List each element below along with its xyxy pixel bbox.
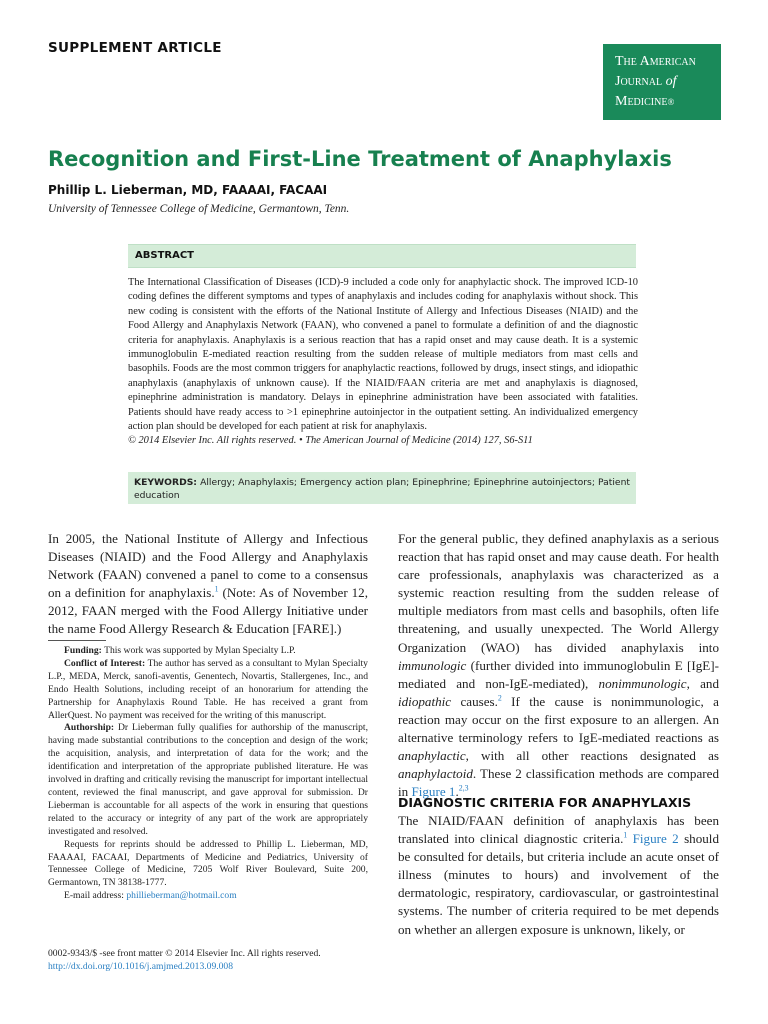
- figure-1-link[interactable]: Figure 1: [411, 784, 456, 800]
- abstract-copyright: © 2014 Elsevier Inc. All rights reserved. • The American Journal of Medicine (2014) 127, S6-S11: [128, 435, 533, 447]
- journal-logo-line1: The American: [615, 54, 696, 69]
- author-name: Phillip L. Lieberman, MD, FAAAAI, FACAAI: [48, 183, 328, 197]
- funding-note: Funding: This work was supported by Mylan Specialty L.P.: [64, 645, 296, 656]
- abstract-heading: ABSTRACT: [128, 244, 636, 268]
- issn-block: [48, 947, 388, 973]
- left-intro-paragraph: In 2005, the National Institute of Allergy and Infectious Diseases (NIAID) and the Food Allergy and Anaphylaxis Network (FAAN) convened a panel to come to a consensus on a definition for anaphylaxis.$^1$ (Note: As of November 12, 2012, FAAN merged with the Food Allergy Initiative under the name Food Allergy Research & Education [FARE].): [48, 531, 368, 637]
- email-note: E-mail address: phillieberman@hotmail.com: [64, 890, 237, 902]
- right-paragraph-2: The NIAID/FAAN definition of anaphylaxis has been translated into clinical diagnostic criteria.$^1$ Figure 2 should be consulted for details, but criteria include an acute onset of illness (minutes to hours) and involvement of the dermatologic, respiratory, cardiovascular, or gastrointestinal systems. The number of criteria required to be met depends on whether an allergen exposure is unknown, likely, or: [398, 813, 719, 937]
- issn-line: 0002-9343/$ -see front matter © 2014 Elsevier Inc. All rights reserved.: [48, 948, 321, 959]
- figure-2-link[interactable]: Figure 2: [632, 831, 679, 847]
- right-paragraph-1: For the general public, they defined anaphylaxis as a serious reaction that has rapid onset and may cause death. For health care professionals, anaphylaxis was characterized as a systemic reaction resulting from the sudden release of multiple mediators from mast cells and basophils, often life threatening, and usually unexpected. The World Allergy Organization (WAO) has divided anaphylaxis into immunologic (further divided into immunoglobulin E [IgE]-mediated and non-IgE-mediated), nonimmunologic, and idiopathic causes.$^2$ If the cause is nonimmunologic, a reaction may occur on the first exposure to an allergen. An alternative terminology refers to IgE-mediated reactions as anaphylactic, with all other reactions designated as anaphylactoid. These 2 classification methods are compared in Figure 1.$^{2,3}$: [398, 531, 719, 800]
- footnote-divider: [48, 640, 106, 641]
- abstract-body: [128, 276, 638, 449]
- article-type-label: SUPPLEMENT ARTICLE: [48, 40, 222, 56]
- section-heading: DIAGNOSTIC CRITERIA FOR ANAPHYLAXIS: [398, 795, 692, 810]
- keywords-list: Allergy; Anaphylaxis; Emergency action plan; Epinephrine; Epinephrine autoinjectors; Patient education: [134, 477, 630, 501]
- journal-logo-line2: Journal of: [615, 74, 677, 89]
- reference-link[interactable]: 1: [214, 584, 219, 594]
- footnotes-block: [48, 645, 368, 903]
- keywords-box: [128, 472, 636, 504]
- reprints-note: Requests for reprints should be addressed to Phillip L. Lieberman, MD, FAAAAI, FACAAI, Departments of Medicine and Pediatrics, University of Tennessee College of Medicine, 7205 Wolf River Boulevard, Suite 200, Germantown, TN 38138-1777.: [48, 838, 368, 889]
- authorship-note: Authorship: Dr Lieberman fully qualifies for authorship of the manuscript, having made substantial contributions to the conception and design of the work; the acquisition, analysis, and interpretation of data for the work; and the identification and interpretation of the appropriate published literature. He was involved in drafting and critically revising the manuscript for important intellectual content, reviewed the final manuscript, and gave approval for submission. Dr Lieberman is accountable for all aspects of the work in ensuring that questions related to the accuracy or integrity of any part of the work are appropriately investigated and resolved.: [48, 722, 368, 837]
- reference-link[interactable]: 2: [497, 693, 502, 703]
- reference-link[interactable]: 2,3: [458, 783, 469, 793]
- journal-logo-line3: Medicine®: [615, 94, 675, 109]
- article-title: Recognition and First-Line Treatment of Anaphylaxis: [48, 147, 672, 171]
- keywords-label: KEYWORDS:: [134, 477, 197, 488]
- doi-link[interactable]: http://dx.doi.org/10.1016/j.amjmed.2013.09.008: [48, 961, 234, 972]
- journal-logo: [603, 44, 721, 120]
- reference-link[interactable]: 1: [623, 830, 628, 840]
- abstract-text: The International Classification of Diseases (ICD)-9 included a code only for anaphylactic shock. The improved ICD-10 coding defines the different symptoms and types of anaphylaxis and includes coding for anaphylaxis without shock. This new coding is consistent with the efforts of the National Institute of Allergy and Infectious Diseases (NIAID) and the Food Allergy and Anaphylaxis Network (FAAN), who convened a panel to formulate a definition of and the diagnostic criteria for anaphylaxis. Anaphylaxis is a serious reaction that has a rapid onset and may cause death. It is a systemic immunoglobulin E-mediated reaction resulting from the sudden release of multiple mediators from mast cells and basophils. Foods are the most common triggers for anaphylactic reactions, followed by drugs, insect stings, and idiopathic anaphylaxis (anaphylaxis of unknown cause). If the NIAID/FAAN criteria are met and anaphylaxis is diagnosed, epinephrine administration is mandatory. Delays in epinephrine administration have been associated with fatalities. Patients should have ready access to >1 epinephrine autoinjector in the outpatient setting. An individualized emergency action plan should be developed for each patient at risk for anaphylaxis.: [128, 277, 638, 433]
- conflict-note: Conflict of Interest: The author has served as a consultant to Mylan Specialty L.P., MEDA, Merck, sanofi-aventis, Genentech, Novartis, Stallergenes, Inc., and Endo Health Solutions, including receipt of an honorarium for attending the Partnership for Anaphylaxis Round Table. He has received a grant from AllerQuest. No payment was received for the writing of this manuscript.: [48, 657, 368, 721]
- email-link[interactable]: phillieberman@hotmail.com: [126, 890, 237, 902]
- author-affiliation: University of Tennessee College of Medicine, Germantown, Tenn.: [48, 203, 350, 215]
